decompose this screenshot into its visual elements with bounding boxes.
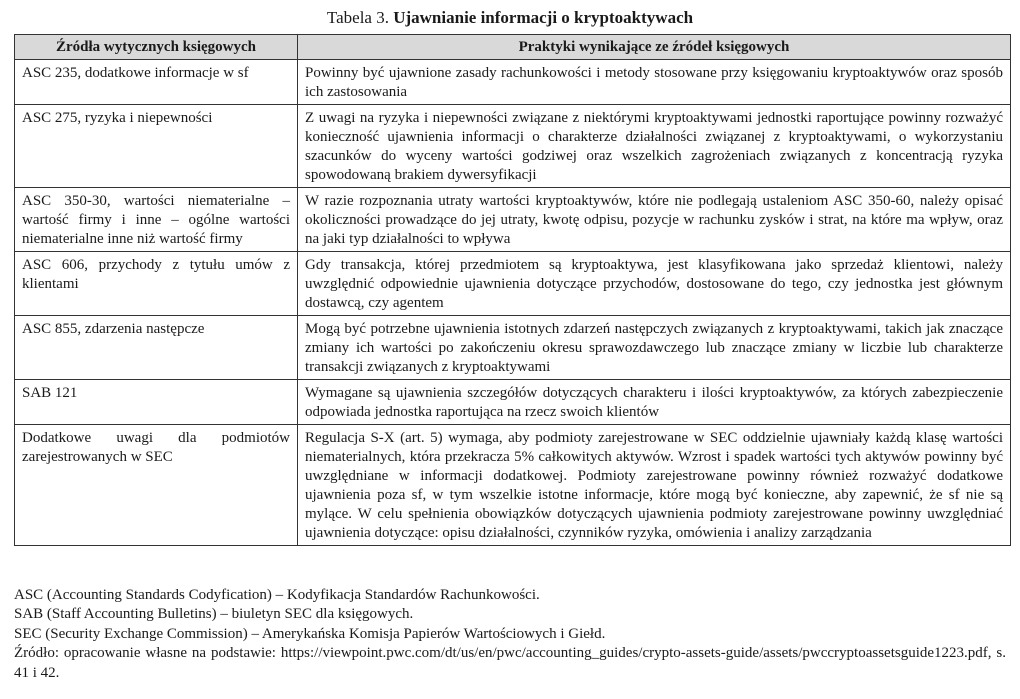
note-sec: SEC (Security Exchange Commission) – Amerykańska Komisja Papierów Wartościowych i Giełd.	[14, 625, 606, 642]
table-caption	[0, 7, 1020, 29]
row-practice-cell: W razie rozpoznania utraty wartości kryptoaktywów, które nie podlegają ustaleniom ASC 350-60, należy opisać okoliczności prowadzące do jej utraty, kwotę odpisu, pozycje w rachunku zysków i strat, na które ma wpływ, oraz na jaki typ działalności to wpływa	[298, 188, 1011, 252]
table-row	[15, 252, 1011, 316]
table-row	[15, 425, 1011, 546]
row-practice-cell: Z uwagi na ryzyka i niepewności związane z niektórymi kryptoaktywami jednostki raportujące powinny rozważyć konieczność ujawnienia informacji o charakterze działalności związanej z kryptoaktywami, o wykorzystaniu szacunków do wyceny wartości godziwej oraz wszelkich zagrożeniach związanych z koncentracją ryzyka spowodowaną brakiem dywersyfikacji	[298, 105, 1011, 188]
table-notes	[14, 586, 1006, 683]
row-practice-cell: Wymagane są ujawnienia szczegółów dotyczących charakteru i ilości kryptoaktywów, za których zabezpieczenie odpowiada jednostka raportująca na rzecz swoich klientów	[298, 380, 1011, 425]
header-sources: Źródła wytycznych księgowych	[15, 35, 298, 60]
row-source-cell: Dodatkowe uwagi dla podmiotów zarejestrowanych w SEC	[15, 425, 298, 546]
disclosure-table	[14, 34, 1011, 546]
row-source-cell: ASC 275, ryzyka i niepewności	[15, 105, 298, 188]
caption-prefix: Tabela 3.	[326, 8, 394, 27]
note-asc: ASC (Accounting Standards Codyfication) – Kodyfikacja Standardów Rachunkowości.	[14, 587, 540, 603]
row-practice-cell: Regulacja S-X (art. 5) wymaga, aby podmioty zarejestrowane w SEC oddzielnie ujawniały każdą klasę wartości niematerialnych, która przekracza 5% całkowitych aktywów. Wzrost i spadek wartości tych aktywów powinny być uwzględniane w informacji dodatkowej. Podmioty zarejestrowane powinny również rozważyć dodatkowe ujawnienia poza sf, w tym wszelkie istotne informacje, które mogą być konieczne, aby zapewnić, że sf nie są mylące. W celu spełnienia obowiązków dotyczących ujawnienia podmioty zarejestrowane powinny uwzględniać ujawnienia dotyczące: opisu działalności, czynników ryzyka, omówienia i analizy zarządzania	[298, 425, 1011, 546]
caption-title: Ujawnianie informacji o kryptoaktywach	[393, 8, 694, 27]
table-row	[15, 60, 1011, 105]
table-row	[15, 188, 1011, 252]
row-source-cell: ASC 235, dodatkowe informacje w sf	[15, 60, 298, 105]
row-source-cell: ASC 855, zdarzenia następcze	[15, 316, 298, 380]
table-row	[15, 380, 1011, 425]
table-header-row	[15, 35, 1011, 60]
table-row	[15, 105, 1011, 188]
note-sab: SAB (Staff Accounting Bulletins) – biuletyn SEC dla księgowych.	[14, 606, 414, 623]
row-practice-cell: Powinny być ujawnione zasady rachunkowości i metody stosowane przy księgowaniu kryptoaktywów oraz sposób ich zastosowania	[298, 60, 1011, 105]
header-practices: Praktyki wynikające ze źródeł księgowych	[298, 35, 1011, 60]
table-row	[15, 316, 1011, 380]
row-practice-cell: Gdy transakcja, której przedmiotem są kryptoaktywa, jest klasyfikowana jako sprzedaż klientowi, należy uwzględnić odpowiednie ujawnienia dotyczące przychodów, dostosowane do tego, czy jednostka jest głównym dostawcą, czy agentem	[298, 252, 1011, 316]
row-practice-cell: Mogą być potrzebne ujawnienia istotnych zdarzeń następczych związanych z kryptoaktywami, takich jak znaczące zmiany ich wartości po zakończeniu okresu sprawozdawczego lub znaczące zmiany w liczbie lub charakterze transakcji związanych z kryptoaktywami	[298, 316, 1011, 380]
row-source-cell: ASC 606, przychody z tytułu umów z klientami	[15, 252, 298, 316]
row-source-cell: ASC 350-30, wartości niematerialne – wartość firmy i inne – ogólne wartości niematerialne inne niż wartość firmy	[15, 188, 298, 252]
row-source-cell: SAB 121	[15, 380, 298, 425]
note-source: Źródło: opracowanie własne na podstawie: https://viewpoint.pwc.com/dt/us/en/pwc/accounting_guides/crypto-assets-guide/assets/pwccryptoassetsguide1223.pdf, s. 41 i 42.	[14, 645, 1006, 681]
